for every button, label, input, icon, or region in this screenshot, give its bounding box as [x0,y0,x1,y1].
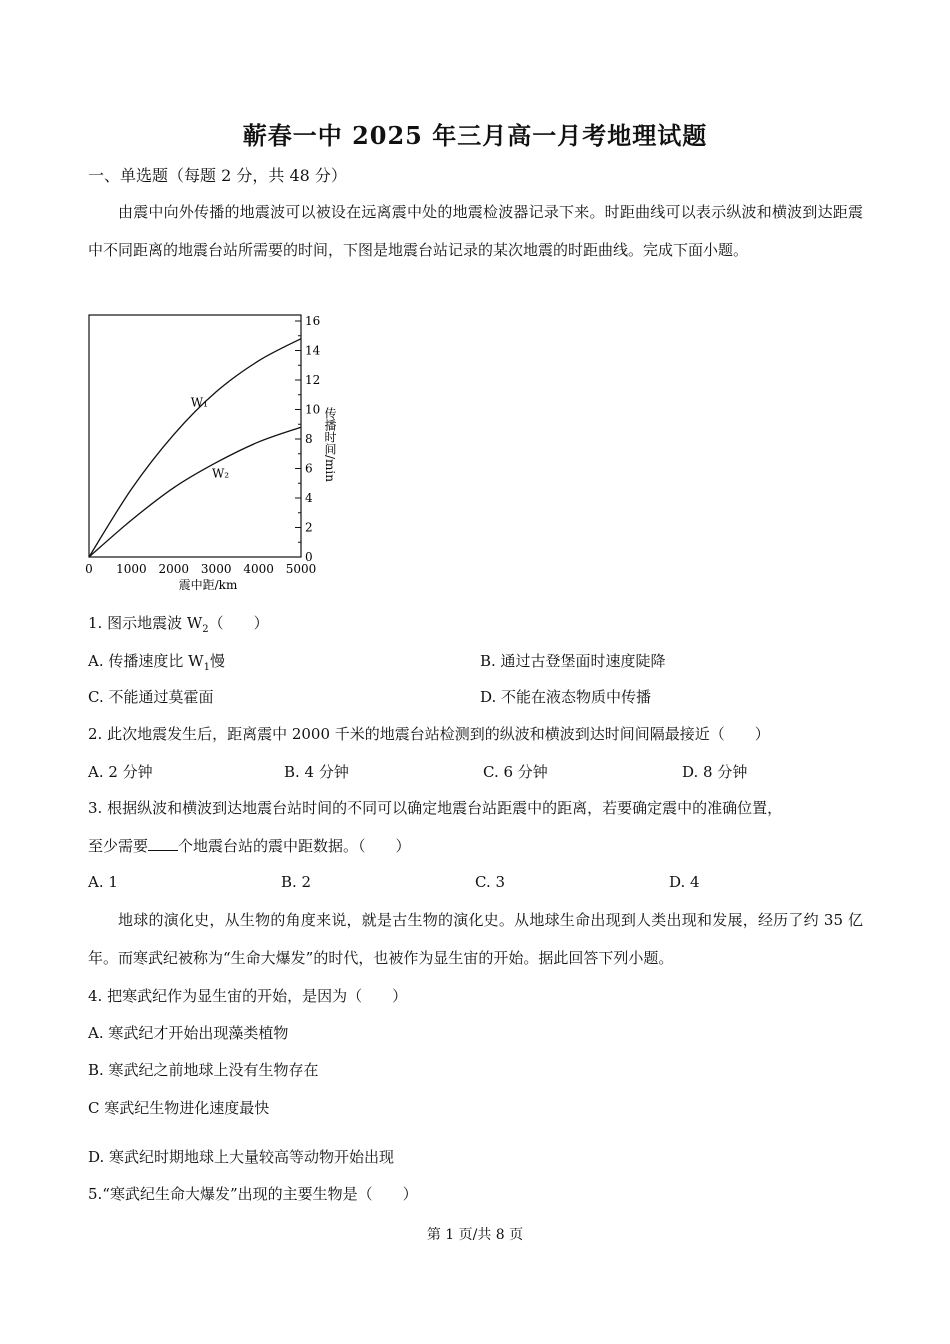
y-tick-label: 4 [305,491,313,505]
section-title: 一、单选题（每题 2 分，共 48 分） [88,166,347,185]
question-5: 5.“寒武纪生命大爆发”出现的主要生物是（ ） [88,1185,418,1203]
q1-stem-sub: 2 [202,624,209,635]
q1-option-a-tail: 慢 [209,652,225,670]
y-tick-label: 16 [305,314,321,328]
x-tick-label: 0 [85,562,93,576]
q3-option-d[interactable]: D. 4 [669,873,700,891]
x-tick-label: 5000 [285,562,317,576]
q3-stem-part-2: 个地震台站的震中距数据。（ ） [178,837,411,855]
q3-answer-blank [148,836,178,851]
series-label-w2: W₂ [211,466,230,481]
series-label-w1: W₁ [190,395,208,410]
series-line-w2 [89,427,301,557]
chart-frame [89,315,301,557]
y-tick-label: 2 [305,520,313,535]
question-1 [88,612,269,635]
q2-option-d[interactable]: D. 8 分钟 [682,763,748,781]
page-title: 蕲春一中 2025 年三月高一月考地理试题 [242,121,708,150]
q1-option-d[interactable]: D. 不能在液态物质中传播 [480,688,652,706]
y-tick-label: 12 [305,373,321,387]
q4-option-a[interactable]: A. 寒武纪才开始出现藻类植物 [88,1024,289,1042]
x-tick-label: 3000 [200,562,232,576]
x-tick-label: 1000 [116,562,147,576]
y-tick-label: 10 [305,402,321,417]
q3-option-c[interactable]: C. 3 [475,873,506,891]
q2-option-b[interactable]: B. 4 分钟 [284,763,349,781]
q4-option-d[interactable]: D. 寒武纪时期地球上大量较高等动物开始出现 [88,1148,395,1166]
y-tick-label: 14 [305,343,321,358]
q4-option-c[interactable]: C 寒武纪生物进化速度最快 [88,1099,270,1117]
q1-option-b[interactable]: B. 通过古登堡面时速度陡降 [480,652,666,670]
page-footer: 第 1 页/共 8 页 [426,1227,524,1243]
x-tick-label: 2000 [158,562,190,576]
q1-option-a-sub: 1 [203,662,210,673]
q3-stem-part-1: 至少需要 [88,837,149,855]
q3-option-b[interactable]: B. 2 [281,873,312,891]
question-4: 4. 把寒武纪作为显生宙的开始，是因为（ ） [88,987,408,1005]
q3-option-a[interactable]: A. 1 [88,873,118,891]
question-2: 2. 此次地震发生后，距离震中 2000 千米的地震台站检测到的纵波和横波到达时间间隔最接近（ ） [88,725,770,743]
question-3: 3. 根据纵波和横波到达地震台站时间的不同可以确定地震台站距震中的距离，若要确定震中的准确位置， [88,799,783,817]
q1-option-a-text: A. 传播速度比 W [88,652,204,670]
x-axis-label: 震中距/km [178,578,238,592]
series-line-w1 [89,339,301,557]
q2-option-c[interactable]: C. 6 分钟 [483,763,548,781]
intro-paragraph-2: 地球的演化史，从生物的角度来说，就是古生物的演化史。从地球生命出现到人类出现和发展，经历了约 35 亿年。而寒武纪被称为“生命大爆发”的时代，也被作为显生宙的开始。据此回答下列小题。 [88,911,863,967]
q4-option-b[interactable]: B. 寒武纪之前地球上没有生物存在 [88,1061,319,1079]
q1-stem-tail: （ ） [208,614,269,632]
question-3-line-2 [88,835,411,856]
seismic-time-distance-chart [80,305,350,600]
q1-option-c[interactable]: C. 不能通过莫霍面 [88,688,214,706]
y-tick-label: 0 [305,550,313,564]
x-tick-label: 4000 [243,562,274,576]
q1-option-a[interactable] [88,650,225,673]
y-tick-label: 8 [305,432,313,446]
q1-stem: 1. 图示地震波 W [88,614,203,632]
intro-paragraph-1: 由震中向外传播的地震波可以被设在远离震中处的地震检波器记录下来。时距曲线可以表示纵波和横波到达距震中不同距离的地震台站所需要的时间，下图是地震台站记录的某次地震的时距曲线。完成下面小题。 [88,203,863,259]
y-axis-label: 传播时间/min [323,407,337,482]
y-tick-label: 6 [305,461,313,476]
q2-option-a[interactable]: A. 2 分钟 [88,763,153,781]
